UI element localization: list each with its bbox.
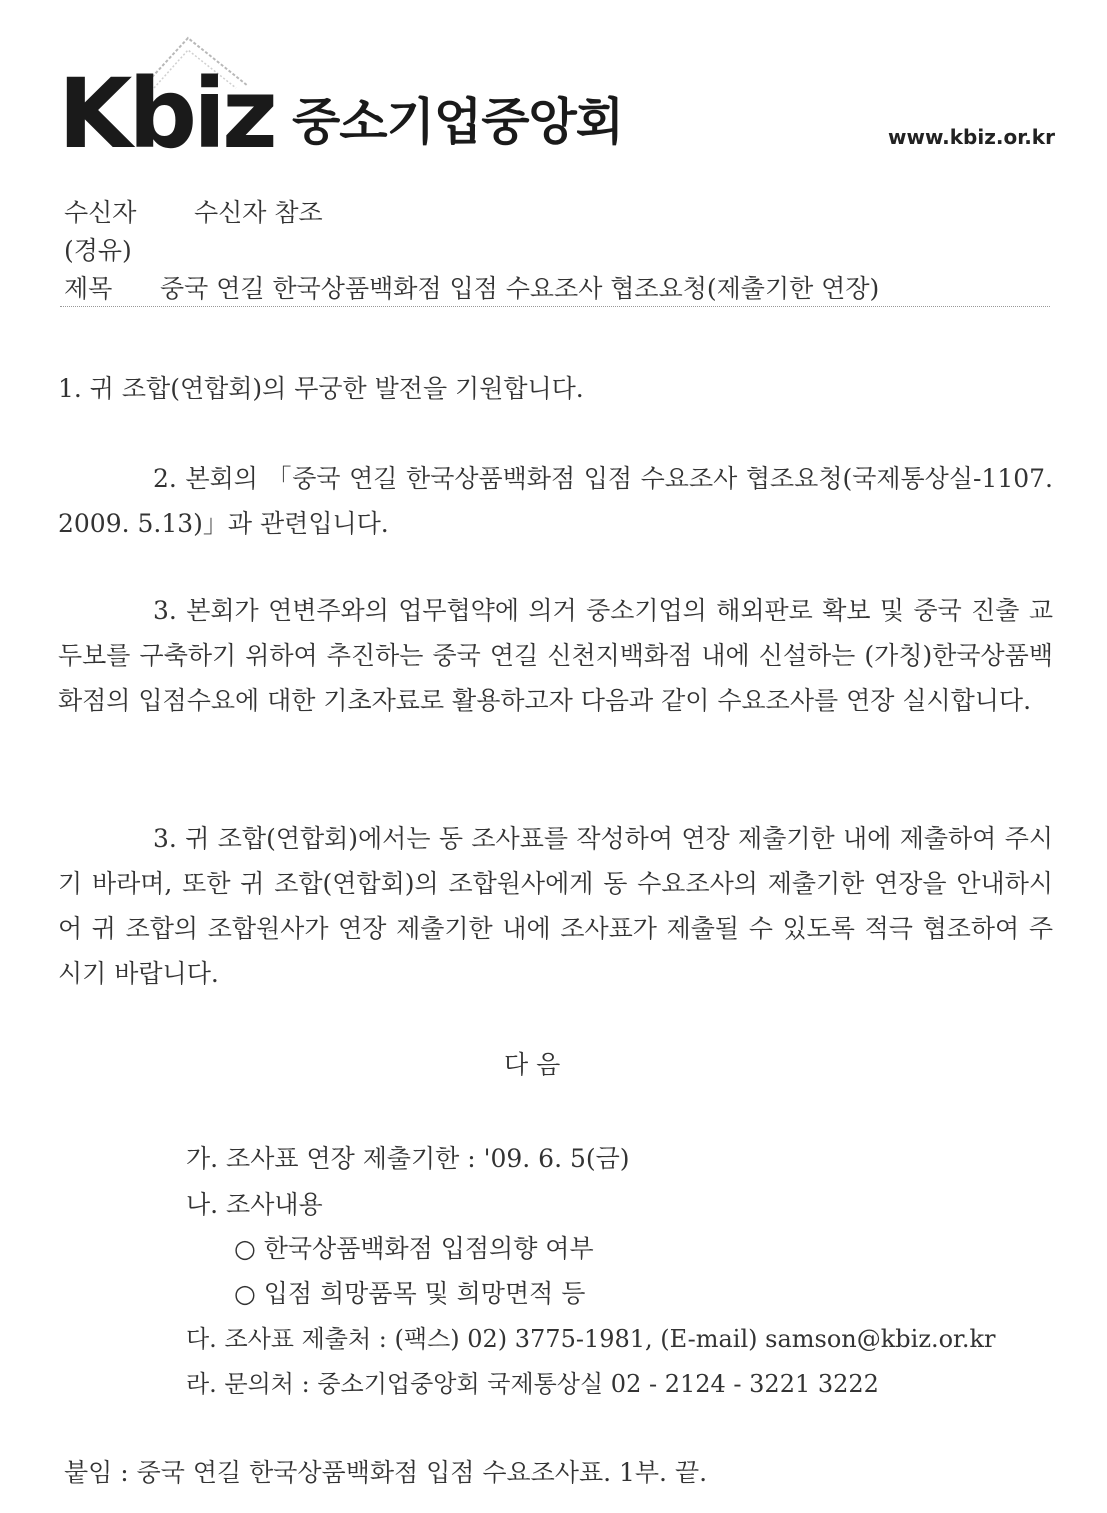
notice-item-ga: 가. 조사표 연장 제출기한 : '09. 6. 5(금): [186, 1144, 630, 1173]
notice-item-da: 다. 조사표 제출처 : (팩스) 02) 3775-1981, (E-mail) samson@kbiz.or.kr: [186, 1325, 996, 1353]
paragraph-3: 3. 본회가 연변주와의 업무협약에 의거 중소기업의 해외판로 확보 및 중국 진출 교두보를 구축하기 위하여 추진하는 중국 연길 신천지백화점 내에 신설하는 (가칭)한국상품백화점의 입점수요에 대한 기초자료로 활용하고자 다음과 같이 수요조사를 연장 실시합니다.: [58, 596, 1053, 715]
notice-item-ra: 라. 문의처 : 중소기업중앙회 국제통상실 02 - 2124 - 3221 3222: [186, 1370, 879, 1398]
notice-sub-item-1: ○ 한국상품백화점 입점의향 여부: [234, 1234, 594, 1263]
subject-value: 중국 연길 한국상품백화점 입점 수요조사 협조요청(제출기한 연장): [160, 274, 880, 303]
logo-kbiz: Kbiz: [58, 58, 274, 170]
paragraph-4: 3. 귀 조합(연합회)에서는 동 조사표를 작성하여 연장 제출기한 내에 제출하여 주시기 바라며, 또한 귀 조합(연합회)의 조합원사에게 동 수요조사의 제출기한 연장을 안내하시어 귀 조합의 조합원사가 연장 제출기한 내에 조사표가 제출될 수 있도록 적극 협조하여 주시기 바랍니다.: [58, 824, 1053, 988]
notice-sub-item-2: ○ 입점 희망품목 및 희망면적 등: [234, 1279, 586, 1308]
recipient-label: 수신자: [64, 198, 137, 227]
website-url: www.kbiz.or.kr: [888, 125, 1055, 149]
notice-heading: 다 음: [504, 1050, 561, 1079]
organization-name: 중소기업중앙회: [292, 93, 624, 151]
recipient-value: 수신자 참조: [194, 198, 323, 227]
notice-item-na: 나. 조사내용: [186, 1190, 323, 1219]
attachment-line: 붙임 : 중국 연길 한국상품백화점 입점 수요조사표. 1부. 끝.: [64, 1458, 708, 1487]
subject-label: 제목: [64, 274, 113, 303]
header-divider: [60, 306, 1050, 307]
paragraph-1: 1. 귀 조합(연합회)의 무궁한 발전을 기원합니다.: [58, 374, 584, 403]
via-label: (경유): [64, 236, 132, 265]
paragraph-2: 2. 본회의 「중국 연길 한국상품백화점 입점 수요조사 협조요청(국제통상실-1107. 2009. 5.13)」과 관련입니다.: [58, 464, 1053, 538]
